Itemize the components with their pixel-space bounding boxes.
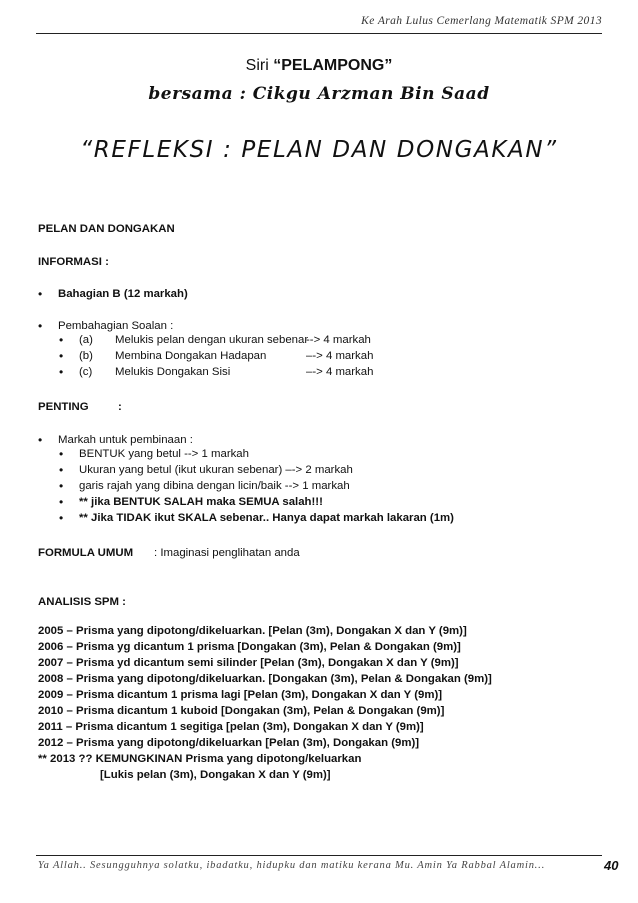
breakdown-label: Pembahagian Soalan : [58, 320, 174, 332]
question-marks: –-> 4 markah [306, 366, 374, 378]
question-code: (a) [79, 334, 93, 346]
penting-item: Ukuran yang betul (ikut ukuran sebenar) –-> 2 markah [79, 464, 353, 476]
analisis-line: 2006 – Prisma yg dicantum 1 prisma [Dongakan (3m), Pelan & Dongakan (9m)] [38, 641, 461, 653]
question-code: (c) [79, 366, 93, 378]
formula-value: : Imaginasi penglihatan anda [154, 547, 300, 559]
footer-rule [36, 855, 602, 856]
bullet-icon: • [59, 463, 64, 477]
bullet-icon: • [59, 495, 64, 509]
series-prefix: Siri [245, 57, 274, 74]
analisis-line: [Lukis pelan (3m), Dongakan X dan Y (9m)] [100, 769, 331, 781]
analisis-line: 2005 – Prisma yang dipotong/dikeluarkan. [Pelan (3m), Dongakan X dan Y (9m)] [38, 625, 467, 637]
bullet-icon: • [59, 349, 64, 363]
analisis-line: 2012 – Prisma yang dipotong/dikeluarkan [Pelan (3m), Dongakan (9m)] [38, 737, 420, 749]
bullet-icon: • [38, 433, 43, 447]
question-desc: Melukis pelan dengan ukuran sebenar [115, 334, 309, 346]
series-name: “PELAMPONG” [273, 57, 393, 74]
series-line [0, 57, 638, 75]
part-info: Bahagian B (12 markah) [58, 288, 188, 300]
penting-colon: : [118, 401, 122, 413]
penting-item: ** Jika TIDAK ikut SKALA sebenar.. Hanya dapat markah lakaran (1m) [79, 512, 454, 524]
question-code: (b) [79, 350, 93, 362]
header-rule [36, 33, 602, 34]
analisis-label: ANALISIS SPM : [38, 596, 126, 608]
penting-intro: Markah untuk pembinaan : [58, 434, 193, 446]
footer-text: Ya Allah.. Sesungguhnya solatku, ibadatku, hidupku dan matiku kerana Mu. Amin Ya Rabbal Alamin… [38, 860, 545, 871]
analisis-line: 2008 – Prisma yang dipotong/dikeluarkan. [Dongakan (3m), Pelan & Dongakan (9m)] [38, 673, 492, 685]
analisis-line: 2009 – Prisma dicantum 1 prisma lagi [Pelan (3m), Dongakan X dan Y (9m)] [38, 689, 443, 701]
section-heading: PELAN DAN DONGAKAN [38, 223, 175, 235]
running-header: Ke Arah Lulus Cemerlang Matematik SPM 2013 [361, 15, 602, 27]
analisis-line: 2007 – Prisma yd dicantum semi silinder [Pelan (3m), Dongakan X dan Y (9m)] [38, 657, 459, 669]
formula-label: FORMULA UMUM [38, 547, 134, 559]
bullet-icon: • [59, 365, 64, 379]
bullet-icon: • [38, 319, 43, 333]
question-desc: Melukis Dongakan Sisi [115, 366, 231, 378]
informasi-label: INFORMASI : [38, 256, 109, 268]
page-number: 40 [604, 858, 619, 873]
bullet-icon: • [59, 447, 64, 461]
bullet-icon: • [59, 511, 64, 525]
bullet-icon: • [59, 333, 64, 347]
analisis-line: ** 2013 ?? KEMUNGKINAN Prisma yang dipotong/keluarkan [38, 753, 362, 765]
bullet-icon: • [38, 287, 43, 301]
analisis-line: 2010 – Prisma dicantum 1 kuboid [Dongakan (3m), Pelan & Dongakan (9m)] [38, 705, 445, 717]
question-marks: --> 4 markah [306, 334, 371, 346]
question-desc: Membina Dongakan Hadapan [115, 350, 267, 362]
penting-item: garis rajah yang dibina dengan licin/baik --> 1 markah [79, 480, 350, 492]
penting-item: ** jika BENTUK SALAH maka SEMUA salah!!! [79, 496, 323, 508]
question-marks: –-> 4 markah [306, 350, 374, 362]
penting-item: BENTUK yang betul --> 1 markah [79, 448, 249, 460]
analisis-line: 2011 – Prisma dicantum 1 segitiga [pelan (3m), Dongakan X dan Y (9m)] [38, 721, 424, 733]
bullet-icon: • [59, 479, 64, 493]
author-line: bersama : Cikgu Arzman Bin Saad [148, 84, 490, 104]
penting-label: PENTING [38, 401, 89, 413]
page-title: “REFLEKSI : PELAN DAN DONGAKAN” [80, 137, 558, 163]
